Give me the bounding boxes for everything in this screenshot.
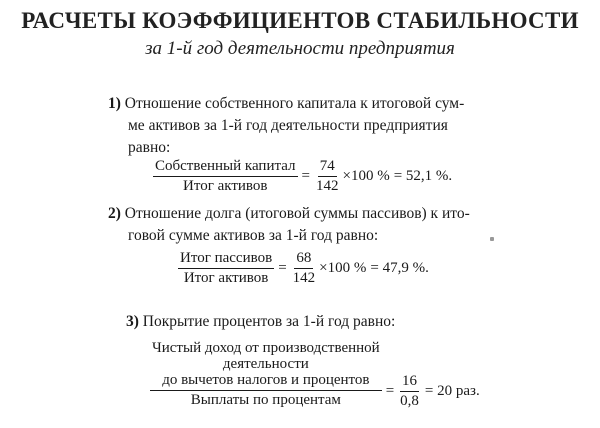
item-2-text: [108, 203, 528, 247]
item-2-result: = 47,9 %.: [370, 260, 429, 276]
item-3-numerator-line-3: до вычетов налогов и процентов: [162, 372, 370, 388]
item-3-denominator: Выплаты по процентам: [190, 392, 341, 408]
item-1-numerator: Собственный капитал: [153, 158, 298, 177]
item-2-numerator: Итог пассивов: [178, 250, 274, 269]
item-1-result: = 52,1 %.: [393, 168, 453, 184]
item-3-line-1: [126, 311, 526, 333]
item-1-line-1: [108, 93, 528, 115]
item-1-value-numerator: 74: [318, 158, 337, 177]
item-3-number: 3): [126, 313, 139, 330]
item-1-line-1-text: Отношение собственного капитала к итоговой сум-: [124, 95, 465, 112]
item-1-text: [108, 93, 528, 159]
item-2-fraction-values: [291, 250, 318, 287]
item-1-denominator: Итог активов: [183, 178, 268, 194]
item-3-equals: =: [385, 383, 395, 399]
item-2-line-2: говой сумме активов за 1-й год равно:: [128, 227, 379, 244]
item-2-number: 2): [108, 205, 121, 222]
item-2-value-denominator: 142: [292, 270, 316, 286]
item-2-line-1: [108, 203, 528, 225]
item-2-value-numerator: 68: [294, 250, 313, 269]
item-3-value-denominator: 0,8: [400, 393, 419, 409]
item-2-line-1-text: Отношение долга (итоговой суммы пассивов) к ито-: [124, 205, 470, 222]
item-1-formula: [153, 158, 452, 195]
item-1-value-denominator: 142: [315, 178, 339, 194]
item-1-multiplier: ×100 %: [342, 168, 390, 184]
item-2-denominator: Итог активов: [183, 270, 269, 286]
item-2-fraction-words: [178, 250, 274, 287]
item-3-formula: [150, 339, 480, 410]
page-title: РАСЧЕТЫ КОЭФФИЦИЕНТОВ СТАБИЛЬНОСТИ: [21, 8, 579, 33]
item-1-number: 1): [108, 95, 121, 112]
item-2-multiplier: ×100 %: [319, 260, 367, 276]
item-3-numerator-line-2: деятельности: [222, 356, 309, 372]
item-3-value-numerator: 16: [400, 373, 419, 392]
item-1-fraction-values: [314, 158, 341, 195]
item-2-formula: [178, 250, 429, 287]
item-3-text: [126, 311, 526, 333]
item-3-fraction-words: [150, 340, 382, 409]
item-3-numerator: [150, 340, 382, 391]
item-2-equals: =: [278, 260, 287, 276]
item-3-numerator-line-1: Чистый доход от производственной: [152, 340, 380, 356]
item-1-line-2: ме активов за 1-й год деятельности предприятия: [128, 117, 448, 134]
item-1-fraction-words: [153, 158, 298, 195]
page-subtitle: за 1-й год деятельности предприятия: [145, 38, 455, 59]
item-3-fraction-values: [398, 373, 421, 410]
item-3-line-1-text: Покрытие процентов за 1-й год равно:: [142, 313, 396, 330]
item-3-result: = 20 раз.: [424, 383, 480, 399]
scan-speck: [490, 237, 494, 241]
item-1-equals: =: [301, 168, 310, 184]
item-1-line-3: равно:: [128, 139, 171, 156]
